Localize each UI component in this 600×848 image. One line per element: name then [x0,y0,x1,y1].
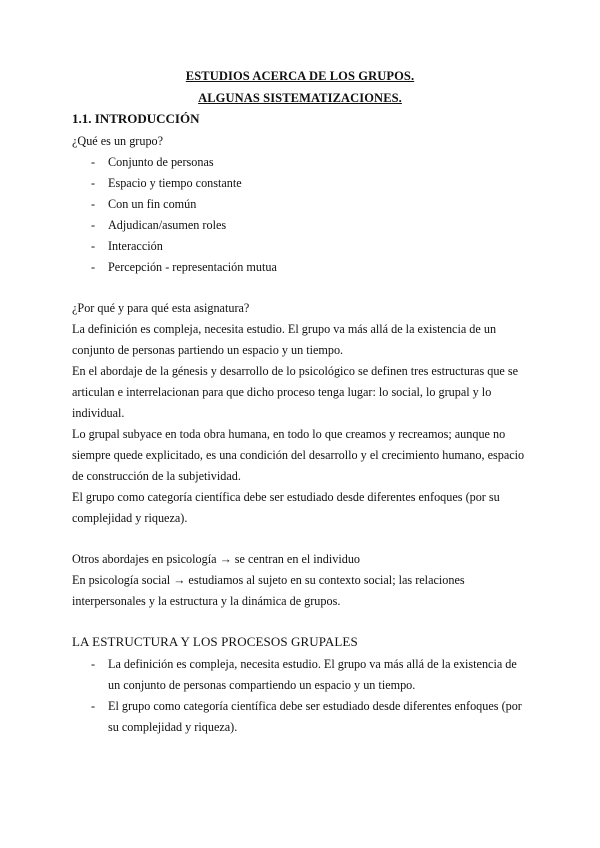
section-heading-estructura: LA ESTRUCTURA Y LOS PROCESOS GRUPALES [72,634,358,649]
bullet-dash: - [91,657,96,671]
bullet-dash: - [91,197,96,211]
bullet-dash: - [91,260,96,274]
paragraph-line: El grupo como categoría científica debe ser estudiado desde diferentes enfoques (por su [72,490,500,504]
list-item-text: un conjunto de personas compartiendo un espacio y un tiempo. [108,678,416,692]
paragraph-line: articulan e interrelacionan para que dicho proceso tenga lugar: lo social, lo grupal y lo [72,385,492,399]
paragraph-line: de construcción de la subjetividad. [72,469,241,483]
paragraph-line: Lo grupal subyace en toda obra humana, en todo lo que creamos y recreamos; aunque no [72,427,506,441]
paragraph-line: En el abordaje de la génesis y desarrollo de lo psicológico se definen tres estructuras que se [72,364,519,378]
question-why-subject: ¿Por qué y para qué esta asignatura? [72,301,250,315]
paragraph-line: complejidad y riqueza). [72,511,188,525]
title-line-2: ALGUNAS SISTEMATIZACIONES. [198,91,402,105]
bullet-dash: - [91,155,96,169]
paragraph-line: En psicología social → estudiamos al sujeto en su contexto social; las relaciones [72,573,465,587]
paragraph-line: individual. [72,406,125,420]
question-what-is-group: ¿Qué es un grupo? [72,134,164,148]
title-line-1: ESTUDIOS ACERCA DE LOS GRUPOS. [185,69,415,83]
bullet-dash: - [91,699,96,713]
paragraph-line: La definición es compleja, necesita estudio. El grupo va más allá de la existencia de un [72,322,497,336]
paragraph-line: siempre quede explicitado, es una condición del desarrollo y el crecimiento humano, espacio [72,448,525,462]
list-item-text: Adjudican/asumen roles [108,218,227,232]
list-item-text: Espacio y tiempo constante [108,176,242,190]
section-heading-introduccion: 1.1. INTRODUCCIÓN [72,111,200,126]
list-item-text: Interacción [108,239,163,253]
list-item-text: su complejidad y riqueza). [108,720,238,734]
other-approaches-line: Otros abordajes en psicología → se centran en el individuo [72,552,361,566]
list-item-text: Conjunto de personas [108,155,214,169]
bullet-dash: - [91,176,96,190]
paragraph-line: conjunto de personas partiendo un espacio y un tiempo. [72,343,344,357]
paragraph-line: interpersonales y la estructura y la dinámica de grupos. [72,594,341,608]
list-item-text: La definición es compleja, necesita estudio. El grupo va más allá de la existencia de [108,657,517,671]
bullet-dash: - [91,218,96,232]
list-item-text: Con un fin común [108,197,197,211]
list-item-text: El grupo como categoría científica debe ser estudiado desde diferentes enfoques (por [108,699,522,713]
list-item-text: Percepción - representación mutua [108,260,277,274]
bullet-dash: - [91,239,96,253]
